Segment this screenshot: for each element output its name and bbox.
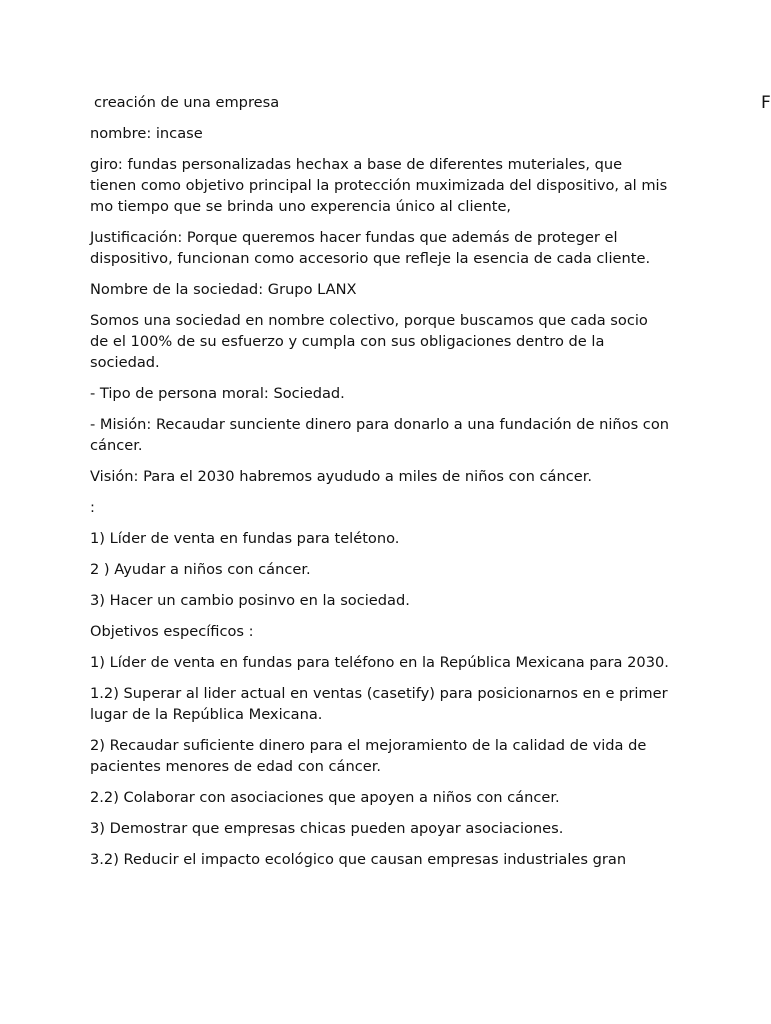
specific-objective-3: 3) Demostrar que empresas chicas pueden apoyar asociaciones.	[90, 820, 564, 837]
business-line-paragraph: giro: fundas personalizadas hechax a base de diferentes muteriales, que tienen como objetivo principal la protección muximizada del dispositivo, al mis mo tiempo que se brinda uno experencia único al cliente,	[90, 156, 668, 215]
document-body	[90, 92, 670, 880]
general-objective-2: 2 ) Ayudar a niños con cáncer.	[90, 561, 311, 578]
colon-line: :	[90, 499, 95, 516]
clipped-text-fragment: F	[761, 93, 771, 113]
mission-paragraph: - Misión: Recaudar sunciente dinero para donarlo a una fundación de niños con cáncer.	[90, 416, 670, 454]
general-objective-1: 1) Líder de venta en fundas para telétono.	[90, 530, 400, 547]
document-title: creación de una empresa	[94, 94, 280, 111]
specific-objective-1: 1) Líder de venta en fundas para teléfono en la República Mexicana para 2030.	[90, 654, 669, 671]
general-objective-3: 3) Hacer un cambio posinvo en la sociedad.	[90, 592, 410, 609]
justification-paragraph: Justificación: Porque queremos hacer fundas que además de proteger el dispositivo, funcionan como accesorio que refleje la esencia de cada cliente.	[90, 229, 651, 267]
specific-objective-2-2: 2.2) Colaborar con asociaciones que apoyen a niños con cáncer.	[90, 789, 560, 806]
legal-entity-type-line: - Tipo de persona moral: Sociedad.	[90, 385, 345, 402]
specific-objective-3-2: 3.2) Reducir el impacto ecológico que causan empresas industriales gran	[90, 851, 627, 868]
specific-objective-1-2: 1.2) Superar al lider actual en ventas (casetify) para posicionarnos en e primer lugar de la República Mexicana.	[90, 685, 668, 723]
company-name-line: nombre: incase	[90, 125, 203, 142]
society-type-paragraph: Somos una sociedad en nombre colectivo, porque buscamos que cada socio de el 100% de su esfuerzo y cumpla con sus obligaciones dentro de la sociedad.	[90, 312, 648, 371]
vision-line: Visión: Para el 2030 habremos ayududo a miles de niños con cáncer.	[90, 468, 592, 485]
specific-objective-2: 2) Recaudar suficiente dinero para el mejoramiento de la calidad de vida de pacientes menores de edad con cáncer.	[90, 737, 647, 775]
society-name-line: Nombre de la sociedad: Grupo LANX	[90, 281, 357, 298]
specific-objectives-heading: Objetivos específicos :	[90, 623, 254, 640]
